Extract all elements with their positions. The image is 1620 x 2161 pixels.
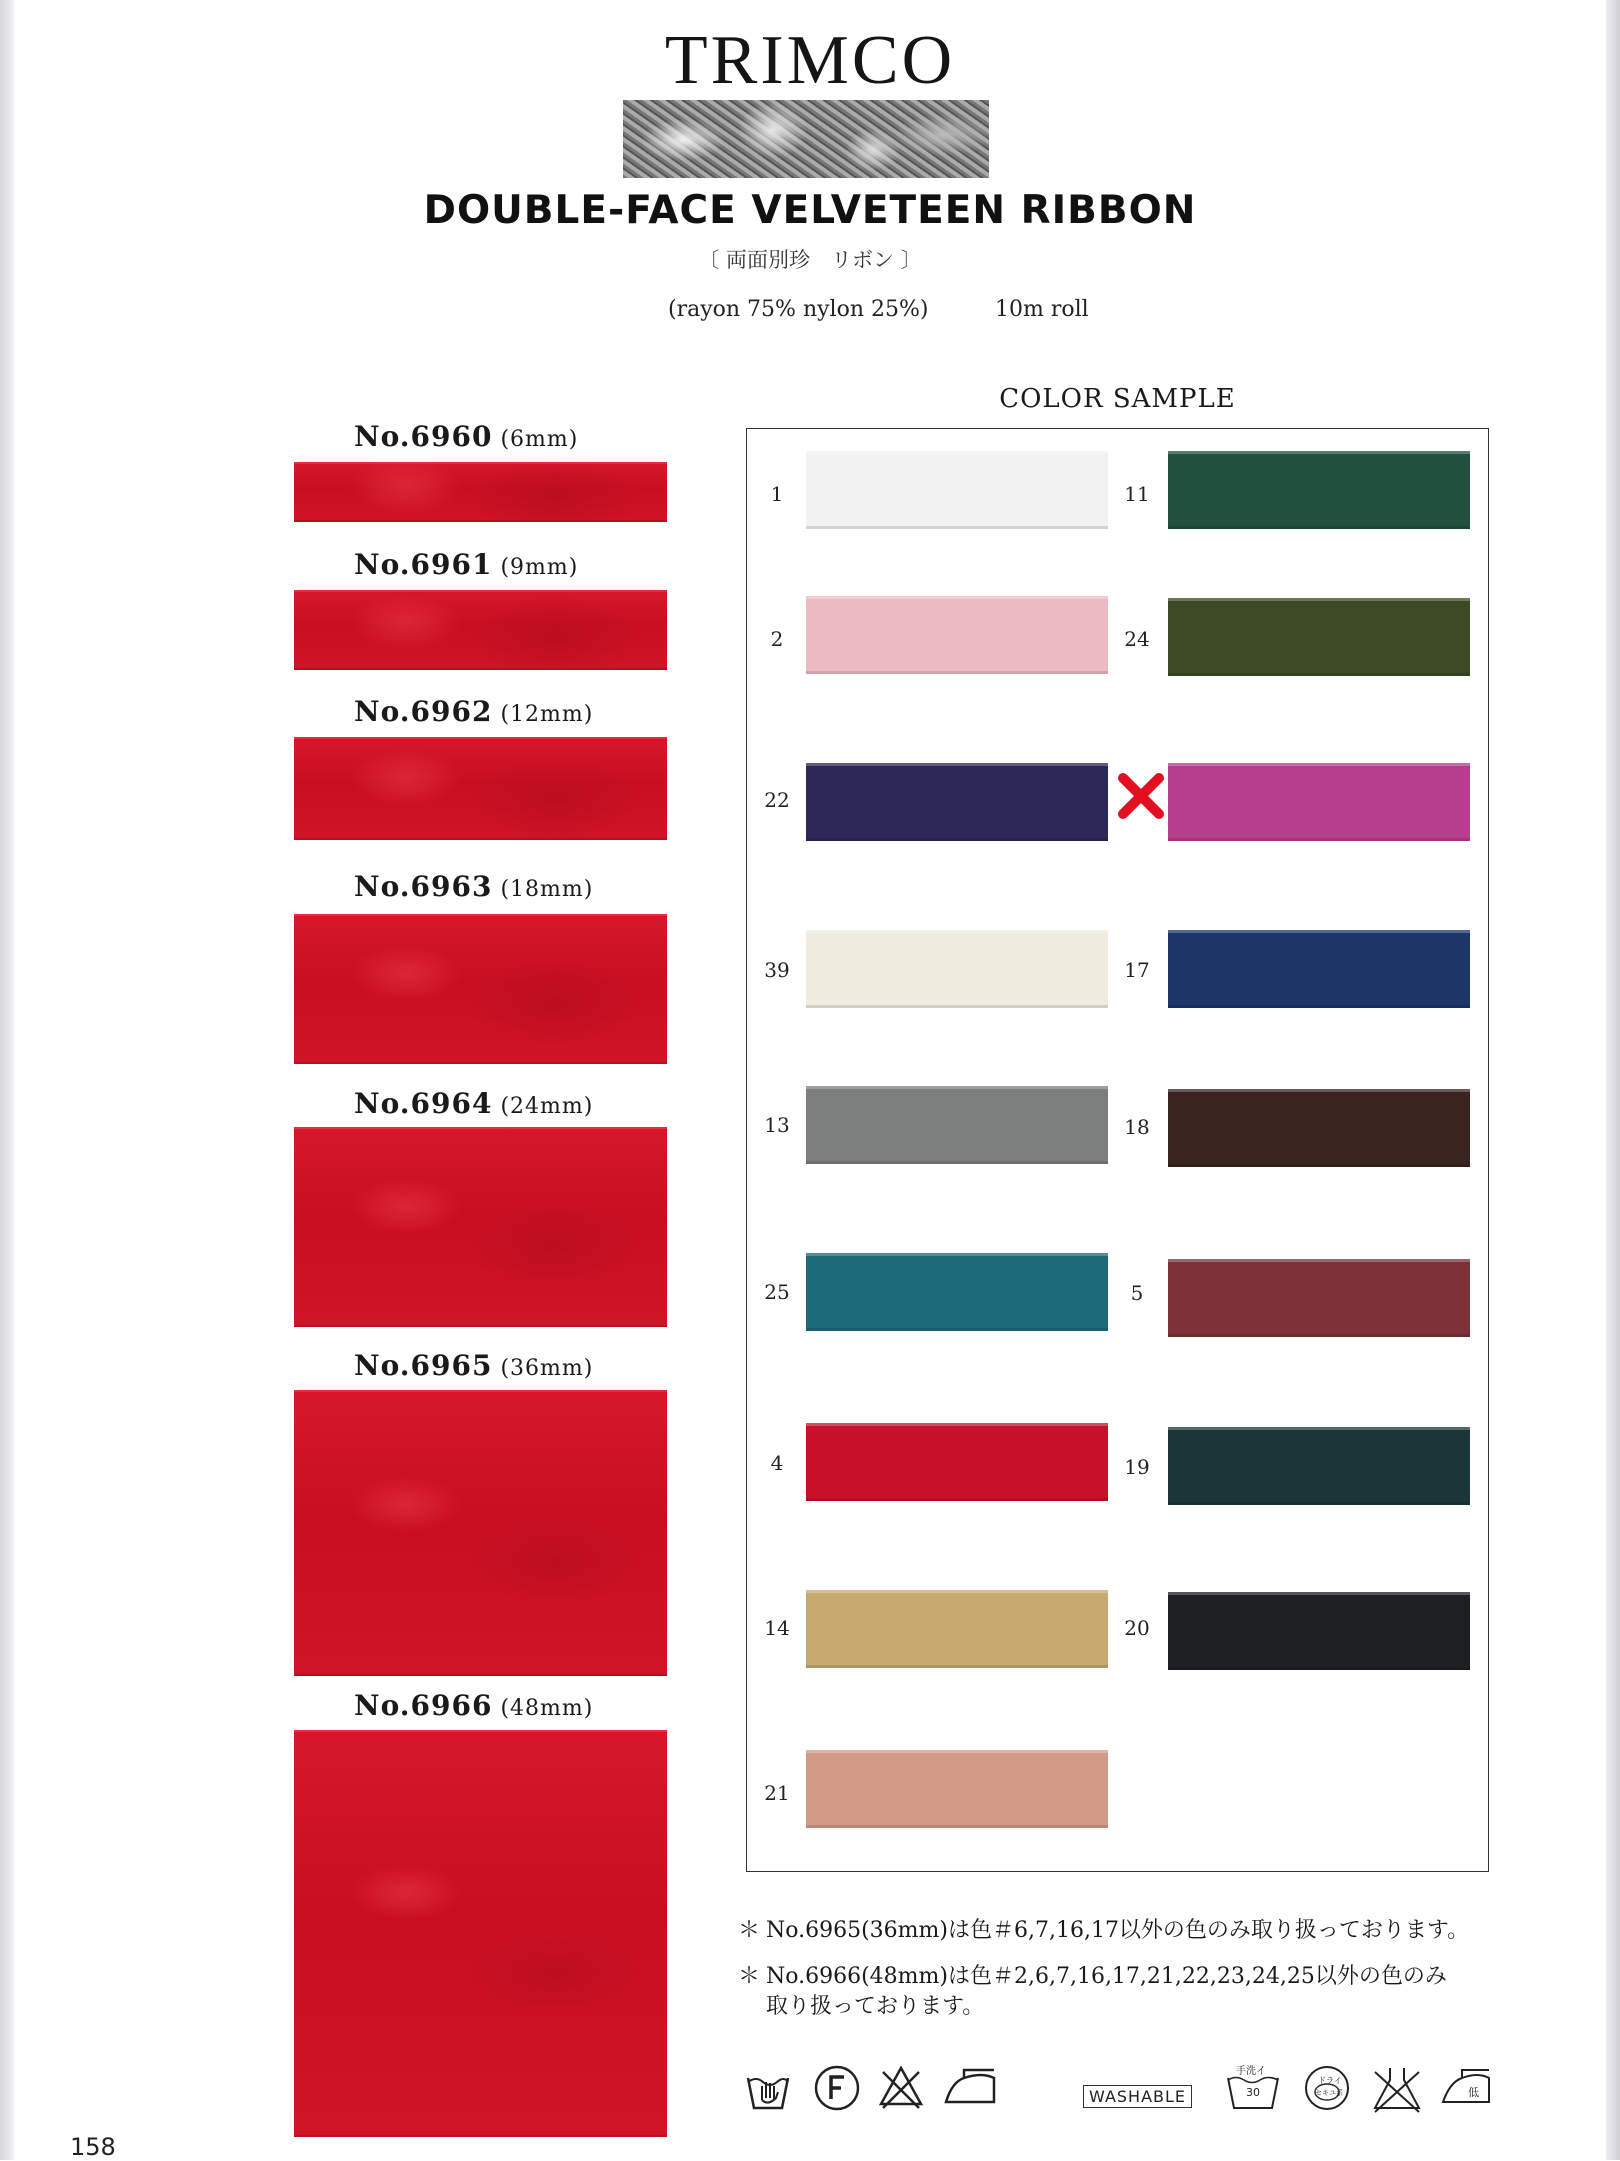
no-chlorine-bleach-icon <box>1370 2064 1424 2114</box>
ribbon-sample-6964 <box>294 1127 667 1327</box>
dry-text: ドライ <box>1318 2076 1342 2085</box>
iron-icon <box>942 2064 998 2108</box>
page-number: 158 <box>70 2133 116 2161</box>
page-title: DOUBLE-FACE VELVETEEN RIBBON <box>423 188 1197 233</box>
product-label-6961 <box>354 548 578 581</box>
logo-photo <box>623 100 989 178</box>
note-6965 <box>738 1916 1469 1946</box>
swatch-color <box>806 930 1108 1008</box>
swatch-color <box>806 596 1108 674</box>
product-width: (6mm) <box>500 427 579 452</box>
note-text: 取り扱っております。 <box>766 1994 985 2019</box>
swatch-number: 24 <box>1124 627 1150 651</box>
swatch-color <box>1168 1592 1470 1670</box>
roll-length: 10m roll <box>995 297 1089 322</box>
hand-wash-30-icon <box>1222 2064 1284 2114</box>
swatch-number: 20 <box>1124 1616 1150 1640</box>
discontinued-x-icon <box>1116 771 1166 821</box>
note-6966-continued <box>738 1992 984 2022</box>
product-number: No.6966 <box>354 1689 493 1722</box>
product-number: No.6964 <box>354 1087 493 1120</box>
dry-clean-petroleum-icon <box>1303 2064 1351 2112</box>
swatch-number: 1 <box>770 482 784 506</box>
swatch-number: 19 <box>1124 1455 1150 1479</box>
product-width: (9mm) <box>500 555 579 580</box>
product-width: (12mm) <box>500 702 594 727</box>
product-width: (36mm) <box>500 1356 594 1381</box>
swatch-color <box>1168 763 1470 841</box>
swatch-number: 14 <box>764 1616 790 1640</box>
wash-temperature: 30 <box>1246 2086 1260 2099</box>
swatch-color <box>806 1253 1108 1331</box>
swatch-number: 4 <box>770 1451 784 1475</box>
product-number: No.6961 <box>354 548 493 581</box>
product-label-6965 <box>354 1349 593 1382</box>
swatch-color <box>806 1086 1108 1164</box>
note-6966 <box>738 1962 1447 1992</box>
hand-wash-text: 手洗イ <box>1236 2066 1266 2077</box>
swatch-color <box>1168 1089 1470 1167</box>
page-edge-right <box>1606 0 1620 2160</box>
product-number: No.6963 <box>354 870 493 903</box>
note-bullet: ＊ <box>738 1964 761 1989</box>
note-bullet: ＊ <box>738 1918 761 1943</box>
product-number: No.6960 <box>354 420 493 453</box>
product-label-6962 <box>354 695 593 728</box>
low-temp-text: 低 <box>1468 2086 1479 2099</box>
page-edge-left <box>0 0 14 2160</box>
swatch-number: 25 <box>764 1280 790 1304</box>
product-number: No.6965 <box>354 1349 493 1382</box>
note-text: No.6965(36mm)は色＃6,7,16,17以外の色のみ取り扱っております。 <box>766 1918 1470 1943</box>
swatch-number: 18 <box>1124 1115 1150 1139</box>
swatch-number: 17 <box>1124 958 1150 982</box>
brand-logo: TRIMCO <box>664 22 956 99</box>
swatch-color <box>1168 930 1470 1008</box>
product-label-6963 <box>354 870 593 903</box>
swatch-number: 11 <box>1124 482 1150 506</box>
swatch-number: 2 <box>770 627 784 651</box>
note-text: No.6966(48mm)は色＃2,6,7,16,17,21,22,23,24,25以外の色のみ <box>766 1964 1447 1989</box>
dry-clean-f-icon <box>813 2064 861 2112</box>
product-number: No.6962 <box>354 695 493 728</box>
japanese-subtitle: 〔 両面別珍 リボン 〕 <box>698 248 922 272</box>
swatch-number: 21 <box>764 1781 790 1805</box>
ribbon-sample-6960 <box>294 462 667 522</box>
washable-label: WASHABLE <box>1083 2085 1192 2108</box>
product-label-6964 <box>354 1087 593 1120</box>
swatch-color <box>806 451 1108 529</box>
hand-wash-icon <box>745 2064 791 2114</box>
swatch-color <box>1168 451 1470 529</box>
swatch-color <box>806 1590 1108 1668</box>
ribbon-sample-6966 <box>294 1730 667 2137</box>
swatch-color <box>1168 598 1470 676</box>
product-label-6960 <box>354 420 578 453</box>
swatch-number: 39 <box>764 958 790 982</box>
iron-low-icon <box>1440 2064 1492 2108</box>
ribbon-sample-6962 <box>294 737 667 840</box>
petroleum-text: セキユ系 <box>1315 2089 1343 2097</box>
product-width: (24mm) <box>500 1094 594 1119</box>
swatch-color <box>806 763 1108 841</box>
ribbon-sample-6963 <box>294 914 667 1064</box>
color-sample-title: COLOR SAMPLE <box>999 384 1236 414</box>
swatch-number: 5 <box>1130 1281 1144 1305</box>
ribbon-sample-6965 <box>294 1390 667 1676</box>
swatch-color <box>806 1750 1108 1828</box>
product-width: (18mm) <box>500 877 594 902</box>
swatch-color <box>1168 1427 1470 1505</box>
material-composition: (rayon 75% nylon 25%) <box>668 297 929 322</box>
no-bleach-icon <box>877 2064 925 2110</box>
ribbon-sample-6961 <box>294 590 667 670</box>
swatch-number: 22 <box>764 788 790 812</box>
product-label-6966 <box>354 1689 593 1722</box>
product-width: (48mm) <box>500 1696 594 1721</box>
swatch-color <box>806 1423 1108 1501</box>
swatch-number: 13 <box>764 1113 790 1137</box>
swatch-color <box>1168 1259 1470 1337</box>
